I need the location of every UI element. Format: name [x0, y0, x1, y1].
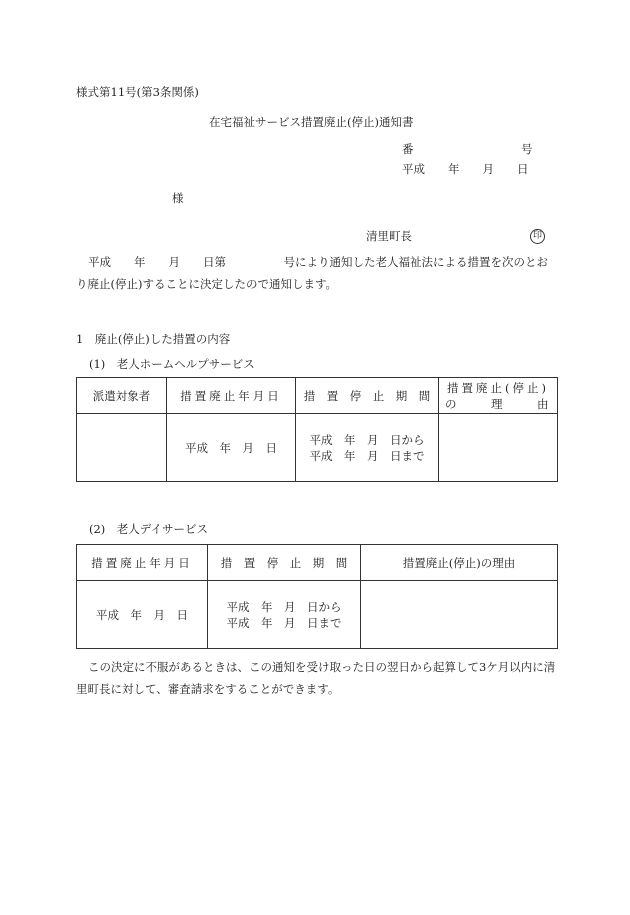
cell-abolish-date: 平成 年 月 日: [167, 414, 296, 482]
cell-reason-blank: [361, 581, 558, 649]
number-suffix: 号: [521, 142, 533, 156]
header-suspend-period: 措 置 停 止 期 間: [208, 545, 361, 581]
appeal-paragraph: この決定に不服があるときは、この通知を受け取った日の翌日から起算して3ケ月以内に清里町長に対して、審査請求をすることができます。: [76, 660, 556, 696]
period-from: 平成 年 月 日から: [226, 599, 342, 614]
header-abolish-date: 措置廃止年月日: [167, 378, 296, 414]
form-id: 様式第11号(第3条関係): [76, 85, 199, 99]
cell-target-blank: [77, 414, 167, 482]
period-from: 平成 年 月 日から: [309, 432, 425, 447]
header-reason: 措置廃止(停止)の理由: [361, 545, 558, 581]
section1-heading: 1 廃止(停止)した措置の内容: [76, 332, 231, 346]
number-label: 番: [402, 142, 414, 156]
header-abolish-date: 措置廃止年月日: [77, 545, 208, 581]
period-to: 平成 年 月 日まで: [309, 448, 425, 463]
header-suspend-period: 措 置 停 止 期 間: [296, 378, 439, 414]
document-title: 在宅福祉サービス措置廃止(停止)通知書: [209, 115, 414, 129]
issuer-name: 清里町長: [366, 229, 412, 243]
cell-suspend-period: [296, 414, 439, 482]
addressee-suffix: 様: [172, 191, 184, 205]
issue-date: 平成 年 月 日: [402, 162, 529, 176]
header-reason-line1: 措置廃止(停止): [447, 380, 549, 395]
dayservice-table: [76, 544, 558, 649]
cell-reason-blank: [439, 414, 558, 482]
cell-abolish-date: 平成 年 月 日: [77, 581, 208, 649]
period-to: 平成 年 月 日まで: [226, 615, 342, 630]
seal-mark: [530, 227, 545, 244]
sub1-heading: (1) 老人ホームヘルプサービス: [89, 357, 255, 371]
homehelp-table: [76, 377, 558, 482]
sub2-heading: (2) 老人デイサービス: [89, 522, 208, 536]
header-reason-line2: の 理 由: [445, 396, 549, 411]
seal-icon: 印: [530, 229, 545, 244]
intro-paragraph: 平成 年 月 日第 号により通知した老人福祉法による措置を次のとおり廃止(停止)することに決定したので通知します。: [76, 255, 548, 291]
header-reason: [439, 378, 558, 414]
header-target: 派遣対象者: [77, 378, 167, 414]
cell-suspend-period: [208, 581, 361, 649]
